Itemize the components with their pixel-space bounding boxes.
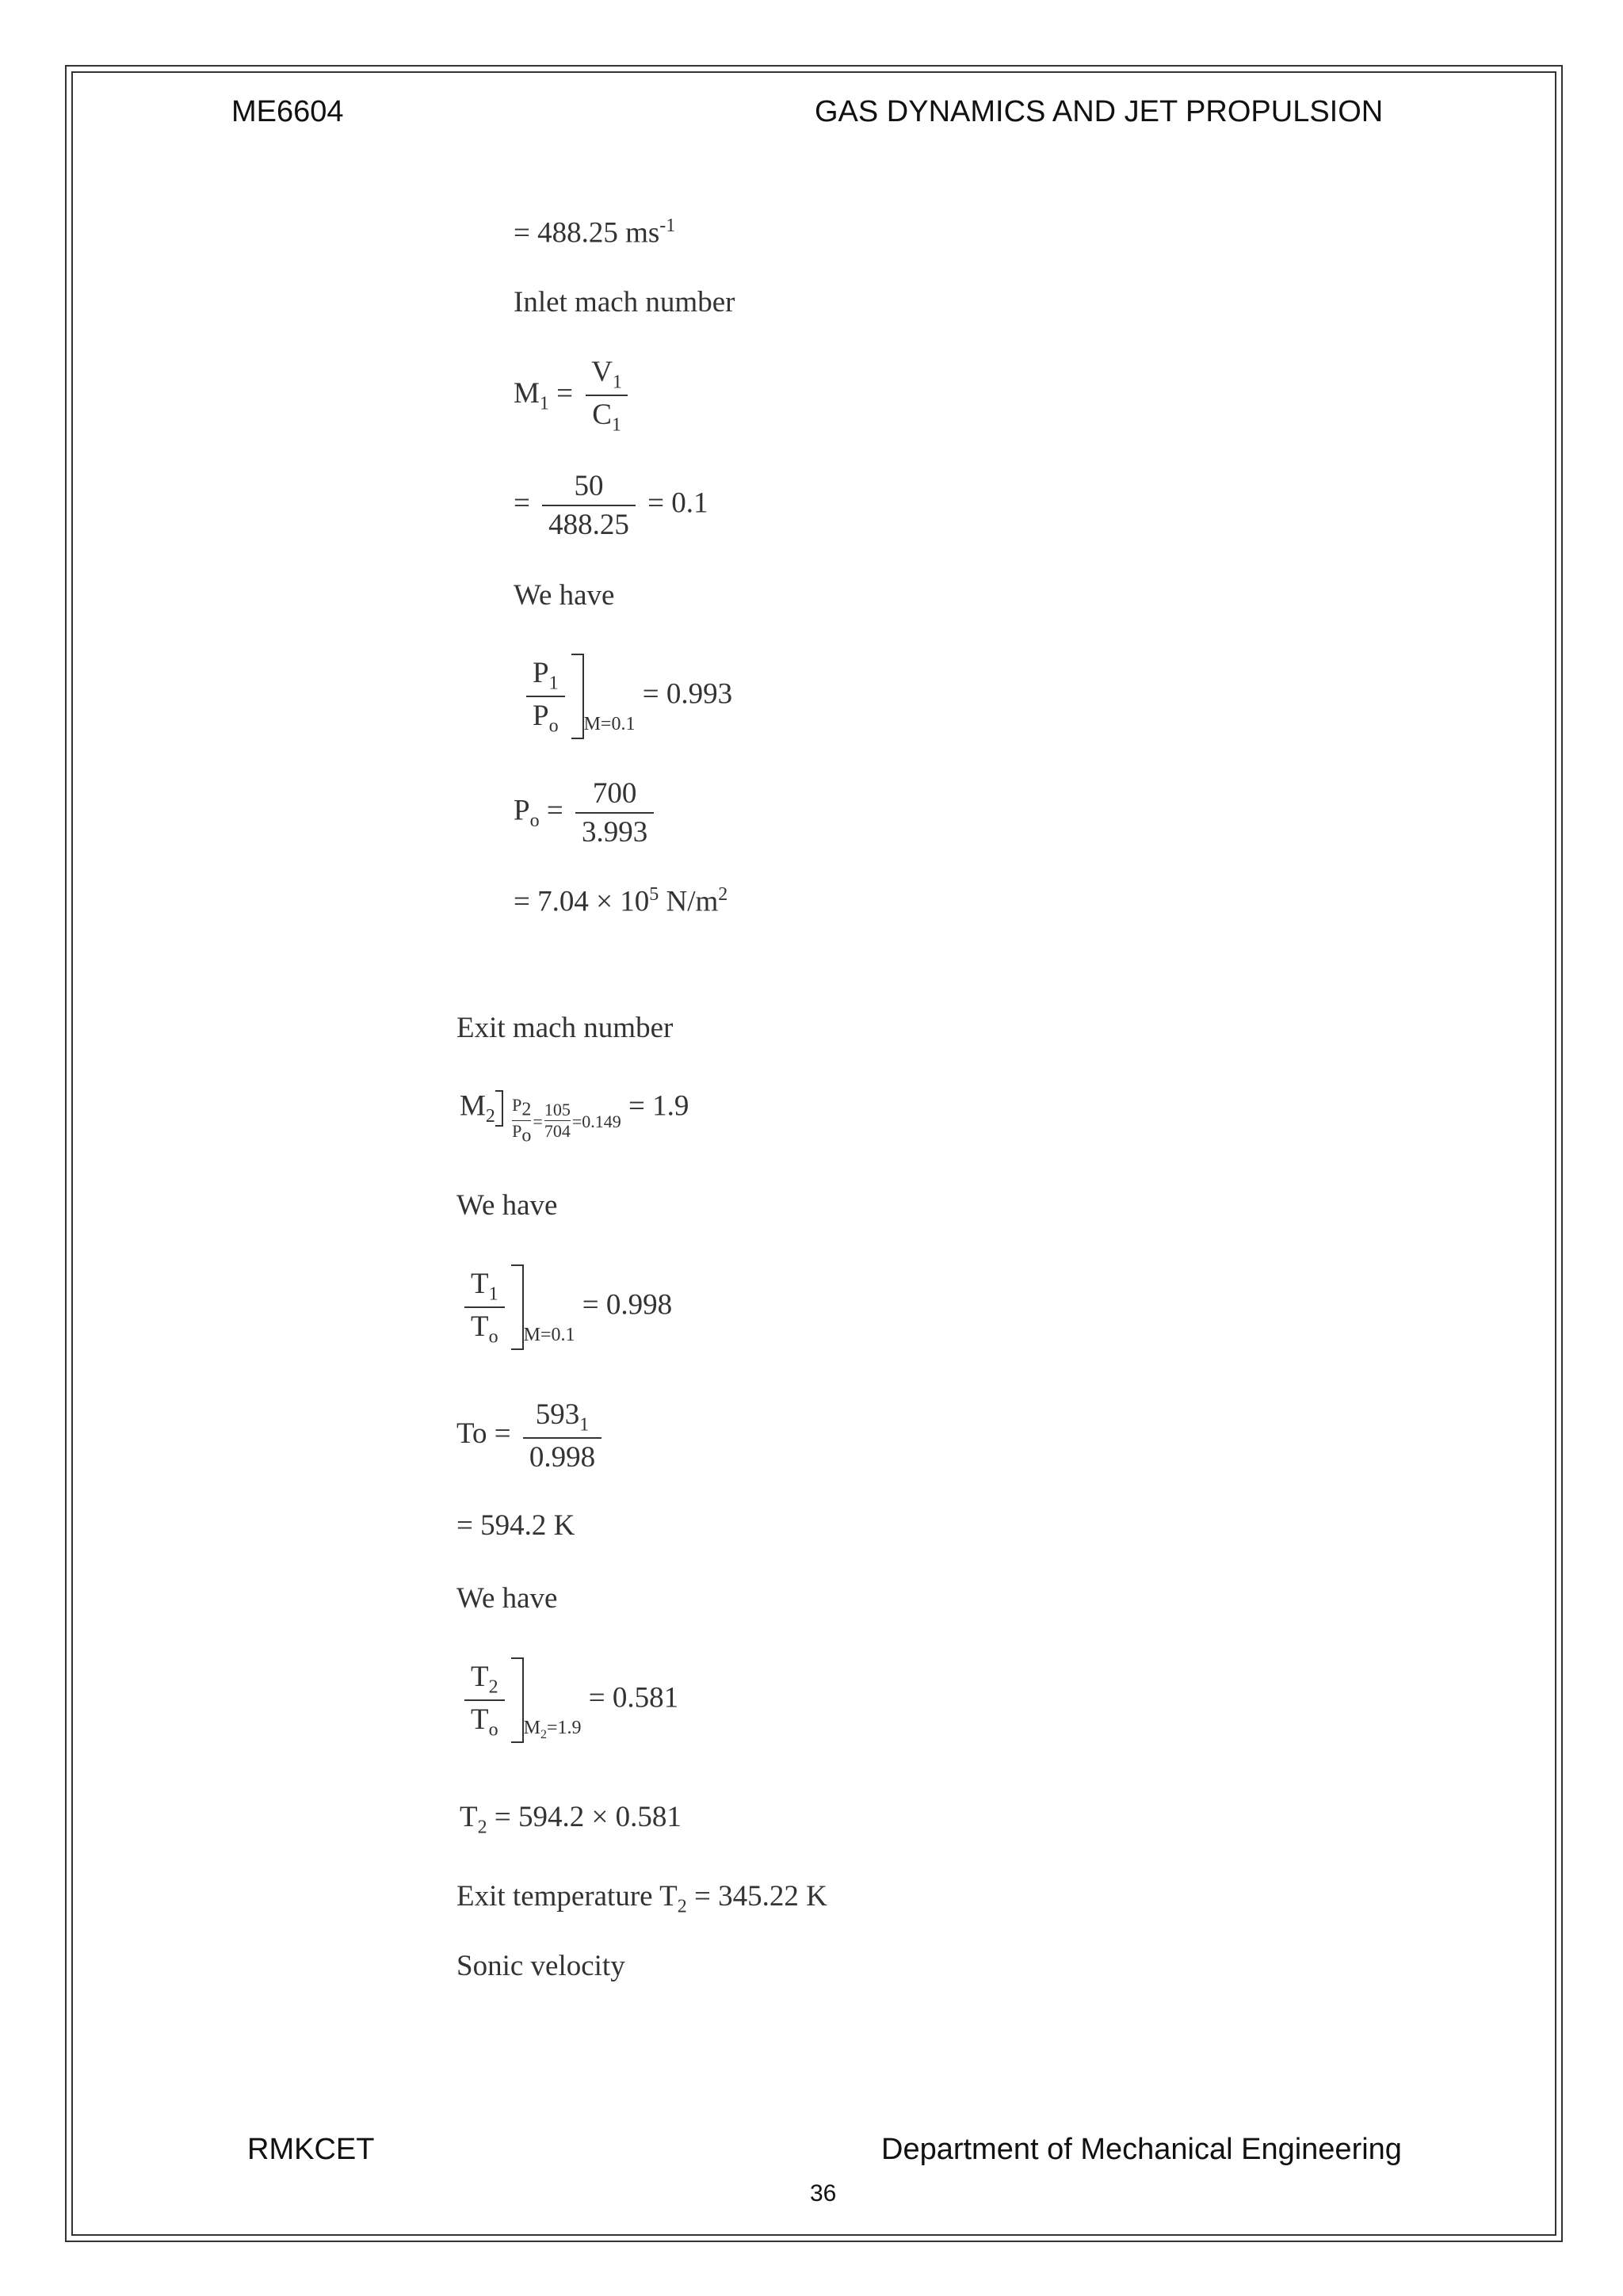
equation-stagnation-temperature-result: = 594.2 K (456, 1509, 575, 1542)
equation-m1-value: = $\frac{50}{488.25}$ = 0.1 (514, 470, 708, 541)
equation-sonic-velocity-result: = 488.25 $ms^{-1}$ (514, 215, 676, 250)
heading-exit-mach: Exit mach number (456, 1012, 674, 1044)
text-we-have-1: We have (514, 579, 615, 612)
equation-stagnation-pressure-result: = $7.04 \times 10^5$ $N/m^2$ (514, 884, 728, 918)
footer-institution: RMKCET (247, 2133, 375, 2166)
equation-exit-temperature-result: Exit temperature $T_2 = 345.22$ K (456, 1880, 827, 1917)
heading-inlet-mach: Inlet mach number (514, 286, 735, 318)
heading-sonic-velocity: Sonic velocity (456, 1950, 625, 1982)
footer-department: Department of Mechanical Engineering (881, 2133, 1402, 2166)
equation-exit-temperature-calc: $T_2 = 594.2 \times 0.581$ (460, 1801, 682, 1838)
equation-exit-mach: $M_2$ $\frac{P_2}{P_o}$ $_=$ $\frac{105}{704}$ $_{=0.149}$ = 1.9 (460, 1089, 689, 1146)
header-course-title: GAS DYNAMICS AND JET PROPULSION (815, 95, 1384, 128)
equation-temperature-ratio-exit: $\frac{T_2}{T_o}$ $_{M_2=1.9}$ = 0.581 (460, 1657, 678, 1743)
equation-stagnation-temperature: To = $\frac{593_1}{0.998}$ (456, 1398, 606, 1474)
equation-m1-definition: $M_1$ = $\frac{V_1}{C_1}$ (514, 355, 633, 437)
header-course-code: ME6604 (231, 95, 344, 128)
text-we-have-2: We have (456, 1189, 558, 1222)
equation-stagnation-pressure: $P_o$ = $\frac{700}{3.993}$ (514, 776, 659, 849)
text-we-have-3: We have (456, 1582, 558, 1615)
page-number: 36 (810, 2180, 837, 2206)
equation-temperature-ratio-inlet: $\frac{T_1}{T_o}$ $_{M=0.1}$ = 0.998 (460, 1264, 672, 1350)
equation-pressure-ratio-inlet: $\frac{P_1}{P_o}$ $_{M=0.1}$ = 0.993 (521, 654, 732, 739)
